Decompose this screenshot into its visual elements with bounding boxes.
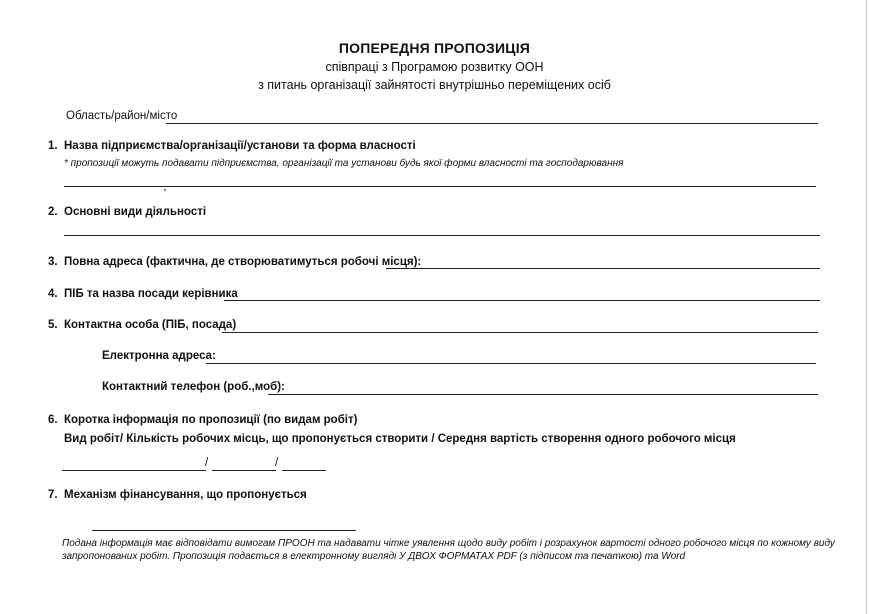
- section-2-number: 2.: [48, 206, 58, 218]
- section-6-label: Коротка інформація по пропозиції (по видам робіт): [64, 414, 358, 426]
- company-name-field[interactable]: [64, 186, 816, 187]
- region-label: Область/район/місто: [66, 110, 178, 122]
- job-cost-field[interactable]: [282, 470, 326, 471]
- form-subtitle-2: з питань організації зайнятості внутрішньо переміщених осіб: [258, 78, 611, 92]
- phone-label: Контактний телефон (роб.,моб):: [102, 381, 285, 393]
- section-5-number: 5.: [48, 319, 58, 331]
- footnote-line-2: запропонованих робіт. Пропозиція подається в електронному вигляді У ДВОХ ФОРМАТАХ PDF (з підписом та печаткою) та Word: [62, 551, 686, 562]
- form-subtitle-1: співпраці з Програмою розвитку ООН: [325, 60, 544, 74]
- scan-speck: [164, 189, 166, 191]
- director-field[interactable]: [224, 300, 820, 301]
- address-field[interactable]: [386, 268, 820, 269]
- footnote-line-1: Подана інформація має відповідати вимогам ПРООН та надавати чітке уявлення щодо виду робіт і розрахунок вартості одного робочого місця по кожному виду: [62, 538, 835, 549]
- section-5-label: Контактна особа (ПІБ, посада): [64, 319, 237, 331]
- phone-field[interactable]: [268, 394, 818, 395]
- scan-edge: [866, 0, 867, 614]
- section-3-number: 3.: [48, 256, 58, 268]
- section-1-number: 1.: [48, 140, 58, 152]
- section-1-label: Назва підприємства/організації/установи та форма власності: [64, 140, 416, 152]
- section-3-label: Повна адреса (фактична, де створюватимуться робочі місця):: [64, 256, 422, 268]
- section-4-number: 4.: [48, 288, 58, 300]
- email-field[interactable]: [206, 363, 816, 364]
- separator-slash-2: /: [275, 457, 279, 469]
- separator-slash-1: /: [205, 457, 209, 469]
- region-field[interactable]: [166, 123, 818, 124]
- section-4-label: ПІБ та назва посади керівника: [64, 288, 238, 300]
- email-label: Електронна адреса:: [102, 350, 216, 362]
- section-7-number: 7.: [48, 489, 58, 501]
- section-7-label: Механізм фінансування, що пропонується: [64, 489, 307, 501]
- footnote-rule: [92, 530, 356, 531]
- contact-person-field[interactable]: [222, 332, 818, 333]
- section-2-label: Основні види діяльності: [64, 206, 207, 218]
- activities-field[interactable]: [64, 235, 820, 236]
- section-6-sublabel: Вид робіт/ Кількість робочих місць, що пропонується створити / Середня вартість створення одного робочого місця: [64, 433, 736, 445]
- section-6-number: 6.: [48, 414, 58, 426]
- work-type-field[interactable]: [62, 470, 206, 471]
- form-title: ПОПЕРЕДНЯ ПРОПОЗИЦІЯ: [338, 40, 531, 56]
- jobs-count-field[interactable]: [212, 470, 276, 471]
- section-1-note: * пропозиції можуть подавати підприємства, організації та установи будь якої форми власності та господарювання: [64, 158, 624, 169]
